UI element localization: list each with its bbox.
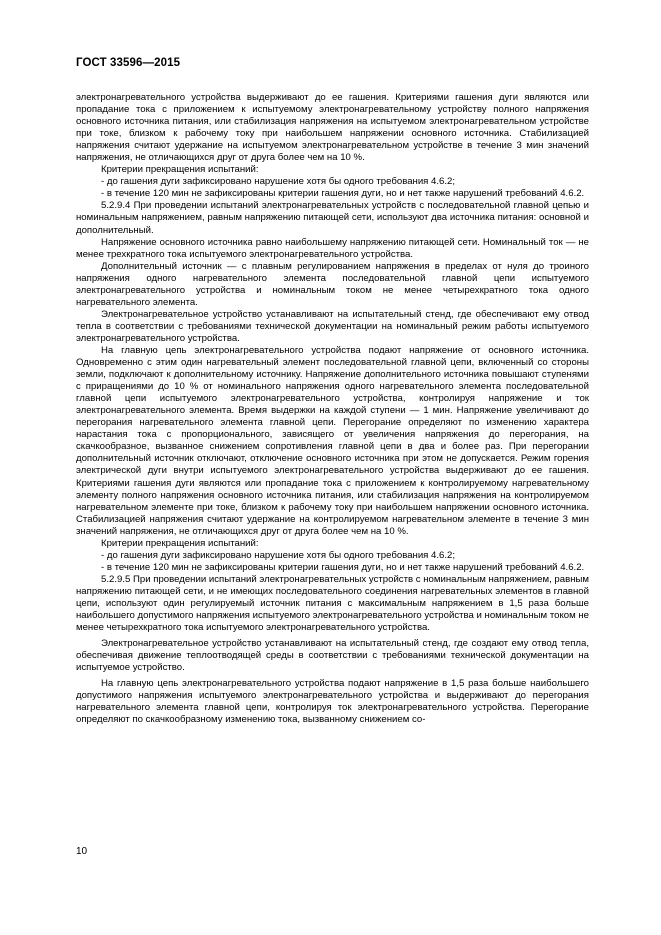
paragraph: Электронагревательное устройство устанавливают на испытательный стенд, где создают ему отвод тепла, обеспечивая движение теплоотводящей среды в соответствии с требованиями технической документации на испытуемое устройство. [76,638,589,674]
paragraph: Дополнительный источник — с плавным регулированием напряжения в пределах от нуля до троиного напряжения одного нагревательного элемента последовательной главной цепи испытуемого электронагревательного устройства и номинальным током не менее четырехкратного тока одного нагревательного элемента. [76,260,589,308]
paragraph: Критерии прекращения испытаний: [101,164,259,176]
paragraph: Критерии прекращения испытаний: [101,537,259,549]
list-item: - до гашения дуги зафиксировано нарушение хотя бы одного требования 4.6.2; [101,176,456,188]
list-item: - в течение 120 мин не зафиксированы критерии гашения дуги, но и нет также нарушений требований 4.6.2. [101,561,585,573]
paragraph: Напряжение основного источника равно наибольшему напряжению питающей сети. Номинальный ток — не менее трехкратного тока испытуемого электронагревательного устройства. [76,236,589,260]
list-item: - до гашения дуги зафиксировано нарушение хотя бы одного требования 4.6.2; [101,549,456,561]
section-5-2-9-4: 5.2.9.4 При проведении испытаний электронагревательных устройств с последовательной главной цепью и номинальным напряжением, равным напряжению питающей сети, используют два источника питания: основной и дополнительный. [76,200,589,236]
section-5-2-9-5: 5.2.9.5 При проведении испытаний электронагревательных устройств с номинальным напряжением, равным напряжению питающей сети, и не имеющих последовательного соединения нагревательных элементов в главной цепи, используют один регулируемый источник питания с максимальным напряжением в 1,5 раза больше наибольшего допустимого напряжения испытуемого электронагревательного устройства и номинальным током не менее четырехкратного тока испытуемого электронагревательного устройства. [76,573,589,634]
paragraph: На главную цепь электронагревательного устройства подают напряжение от основного источника. Одновременно с этим один нагревательный элемент последовательной главной цепи, включенный со стороны земли, подключают к дополнительному источнику. Напряжение дополнительного источника повышают ступенями с приращениями до 10 % от номинального напряжения одного нагревательного элемента последовательной главной цепи испытуемого электронагревательного устройства, контролируя напряжение и ток электронагревательного элемента. Время выдержки на каждой ступени — 1 мин. Напряжение увеличивают до перегорания нагревательного элемента главной цепи. Перегорание определяют по изменению характера нарастания тока с пропорционального, зависящего от увеличения напряжения до перегорания, на скачкообразное, вызванное снижением сопротивления главной цепи в два и более раз. При перегорании дополнительный источник отключают, отключение основного источника при этом не допускается. Режим горения электрической дуги внутри испытуемого электронагревательного устройства выдерживают до ее гашения. Критериями гашения дуги являются или пропадание тока с приложением к контролируемому нагревательному элементу полного напряжения основного источника питания, или стабилизация напряжения на контролируемом нагревательном элементе при токе, близком к рабочему току при наибольшем напряжении основного источника. Стабилизацией напряжения считают удержание на контролируемом нагревательном элементе в течение 3 мин значений напряжения, не отличающихся друг от друга более чем на 10 %. [76,344,589,537]
document-body [76,92,589,726]
paragraph: электронагревательного устройства выдерживают до ее гашения. Критериями гашения дуги являются или пропадание тока с приложением к испытуемому электронагревательному устройству полного напряжения основного источника питания, или стабилизация напряжения на испытуемом электронагревательном устройстве при токе, близком к рабочему току при наибольшем напряжении основного источника. Стабилизацией напряжения считают удержание на испытуемом электронагревательном устройстве в течение 3 мин значений напряжения, не отличающихся друг от друга более чем на 10 %. [76,92,589,164]
page-number: 10 [76,846,88,857]
paragraph: На главную цепь электронагревательного устройства подают напряжение в 1,5 раза больше наибольшего допустимого напряжения испытуемого электронагревательного устройства и выдерживают до перегорания нагревательного элемента главной цепи, контролируя ток электронагревательного устройства. Перегорание определяют по скачкообразному изменению тока, вызванному снижением со- [76,678,589,726]
document-header: ГОСТ 33596—2015 [76,57,181,69]
list-item: - в течение 120 мин не зафиксированы критерии гашения дуги, но и нет также нарушений требований 4.6.2. [101,188,585,200]
paragraph: Электронагревательное устройство устанавливают на испытательный стенд, где обеспечивают ему отвод тепла в соответствии с требованиями технической документации на номинальный режим работы испытуемого электронагревательного устройства. [76,308,589,344]
